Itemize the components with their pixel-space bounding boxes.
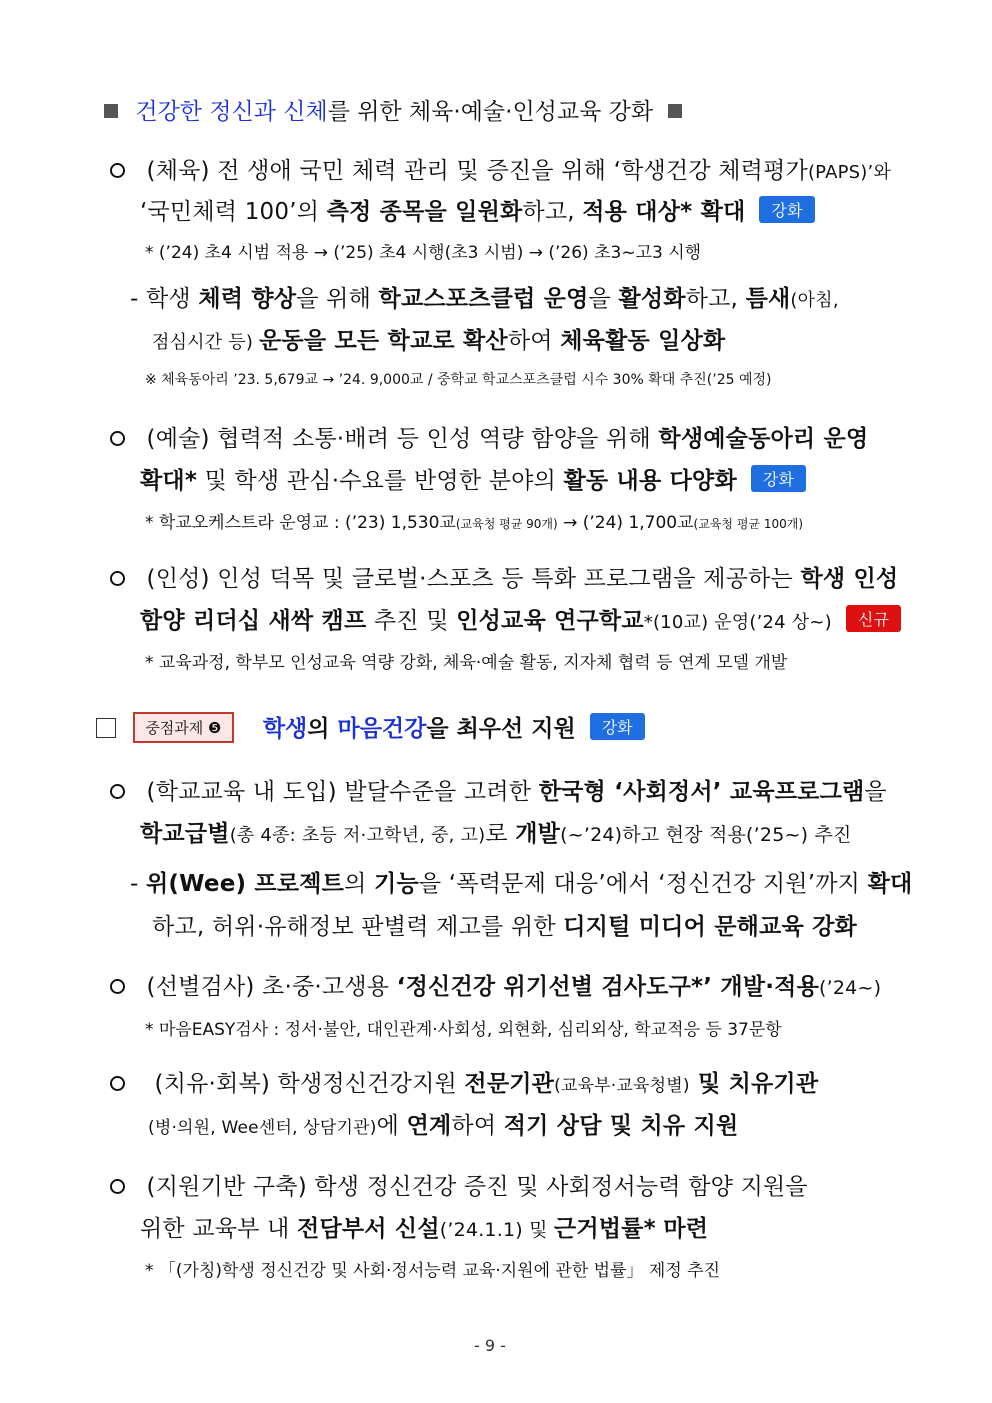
status-badge: 강화 — [759, 196, 814, 223]
page-number: - 9 - — [474, 1336, 506, 1355]
circle-bullet-icon — [110, 1179, 125, 1194]
circle-bullet-icon — [110, 979, 125, 994]
school-sub-line-2: 하고, 허위·유해정보 판별력 제고를 위한 디지털 미디어 문해교육 강화 — [152, 914, 857, 940]
heading-highlight: 건강한 정신과 신체 — [135, 99, 328, 125]
pe-sub-line-1: - 학생 체력 향상을 위해 학교스포츠클럽 운영을 활성화하고, 틈새(아침, — [130, 286, 839, 312]
pe-text: ‘국민체력 100’의 — [140, 199, 327, 225]
square-bullet-icon — [104, 104, 118, 118]
pe-text: 하고, — [522, 199, 583, 225]
char-note: * 교육과정, 학부모 인성교육 역량 강화, 체육·예술 활동, 지자체 협력 등 연계 모델 개발 — [145, 653, 788, 673]
char-line-1: (인성) 인성 덕목 및 글로벌·스포츠 등 특화 프로그램을 제공하는 학생 인성 — [110, 560, 898, 593]
heal-line-2: (병·의원, Wee센터, 상담기관)에 연계하여 적기 상담 및 치유 지원 — [148, 1113, 739, 1139]
circle-bullet-icon — [110, 571, 125, 586]
pe-line-1 — [110, 152, 891, 185]
status-badge: 신규 — [846, 605, 901, 632]
circle-bullet-icon — [110, 784, 125, 799]
pe-emphasis: 적용 대상* 확대 — [582, 199, 746, 225]
square-bullet-icon — [668, 104, 682, 118]
pe-sub-line-2: 점심시간 등) 운동을 모든 학교로 확산하여 체육활동 일상화 — [152, 328, 726, 354]
heading-text: 를 위한 체육·예술·인성교육 강화 — [327, 99, 654, 125]
checkbox-square-icon — [96, 718, 116, 738]
art-line-2: 확대* 및 학생 관심·수요를 반영한 분야의 활동 내용 다양화 강화 — [140, 462, 806, 495]
school-line-2: 학교급별(총 4종: 초등 저·고학년, 중, 고)로 개발(~’24)하고 현장 적용(’25~) 추진 — [140, 821, 852, 847]
pe-text: (체육) 전 생애 국민 체력 관리 및 증진을 위해 ‘학생건강 체력평가 — [146, 158, 808, 184]
circle-bullet-icon — [110, 163, 125, 178]
screen-note: * 마음EASY검사 : 정서·불안, 대인관계·사회성, 외현화, 심리외상, 학교적응 등 37문항 — [145, 1020, 782, 1040]
base-note: * 「(가칭)학생 정신건강 및 사회·정서능력 교육·지원에 관한 법률」 제정 추진 — [145, 1261, 721, 1281]
pe-note: * (’24) 초4 시범 적용 → (’25) 초4 시행(초3 시범) → (’26) 초3~고3 시행 — [145, 243, 702, 263]
screen-line-1: (선별검사) 초·중·고생용 ‘정신건강 위기선별 검사도구*’ 개발·적용(’24~) — [110, 968, 881, 1001]
pe-text: (PAPS)’와 — [807, 162, 891, 183]
section-heading-1 — [104, 93, 682, 126]
art-line-1: (예술) 협력적 소통·배려 등 인성 역량 함양을 위해 학생예술동아리 운영 — [110, 420, 868, 453]
char-line-2: 함양 리더십 새싹 캠프 추진 및 인성교육 연구학교*(10교) 운영(’24 상~) 신규 — [140, 602, 901, 635]
pe-sub-note: ※ 체육동아리 ’23. 5,679교 → ’24. 9,000교 / 중학교 학교스포츠클럽 시수 30% 확대 추진(’25 예정) — [145, 372, 772, 388]
section-heading-2: 중점과제 ❺ 학생의 마음건강을 최우선 지원 강화 — [96, 710, 645, 743]
circle-bullet-icon — [110, 1076, 125, 1091]
base-line-2: 위한 교육부 내 전담부서 신설(’24.1.1) 및 근거법률* 마련 — [140, 1216, 709, 1242]
task-label: 중점과제 ❺ — [133, 712, 233, 743]
pe-line-2 — [140, 193, 815, 226]
status-badge: 강화 — [751, 465, 806, 492]
status-badge: 강화 — [590, 713, 645, 740]
school-sub-line-1: - 위(Wee) 프로젝트의 기능을 ‘폭력문제 대응’에서 ‘정신건강 지원’까지 확대 — [130, 871, 913, 897]
school-line-1: (학교교육 내 도입) 발달수준을 고려한 한국형 ‘사회정서’ 교육프로그램을 — [110, 773, 887, 806]
heal-line-1: (치유·회복) 학생정신건강지원 전문기관(교육부·교육청별) 및 치유기관 — [110, 1065, 818, 1098]
base-line-1: (지원기반 구축) 학생 정신건강 증진 및 사회정서능력 함양 지원을 — [110, 1168, 808, 1201]
art-note: * 학교오케스트라 운영교 : (’23) 1,530교(교육청 평균 90개) → (’24) 1,700교(교육청 평균 100개) — [145, 513, 803, 533]
pe-emphasis: 측정 종목을 일원화 — [326, 199, 523, 225]
circle-bullet-icon — [110, 431, 125, 446]
